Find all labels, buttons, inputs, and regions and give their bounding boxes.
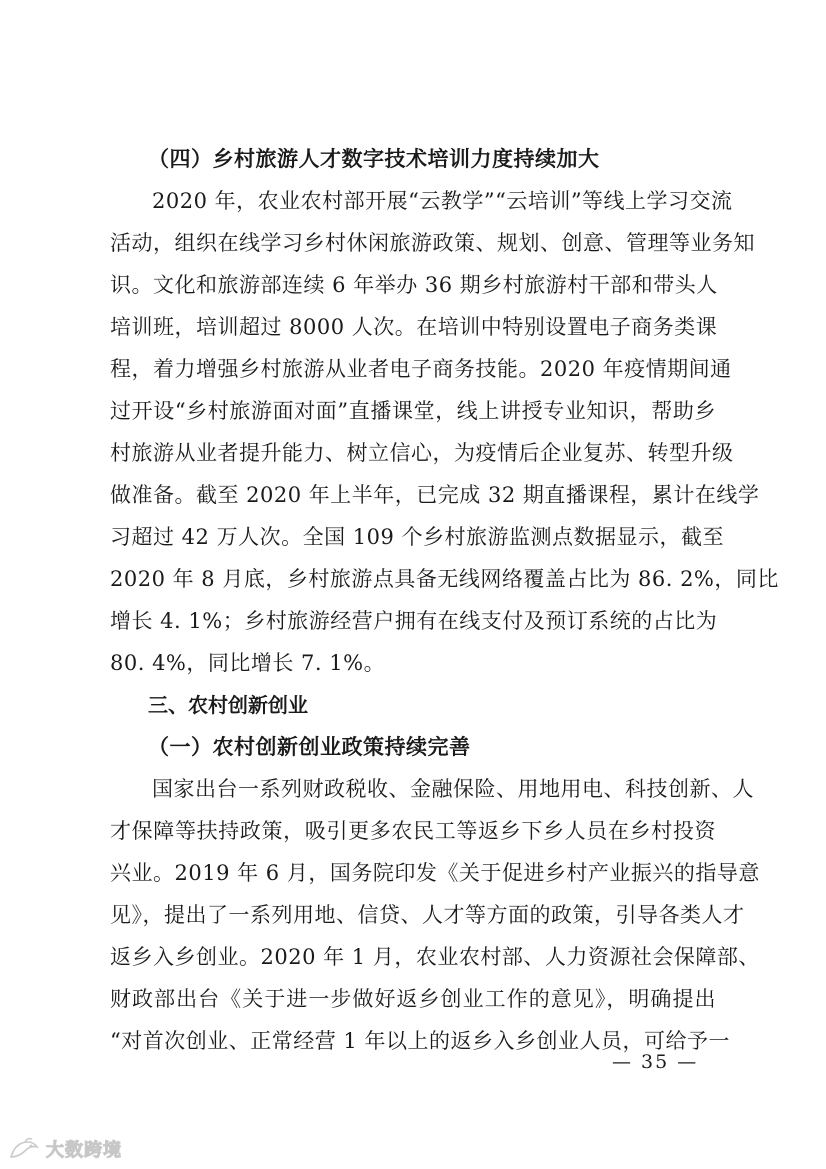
- document-page: [110, 138, 779, 1062]
- paragraph-line: “对首次创业、正常经营 1 年以上的返乡入乡创业人员，可给予一: [110, 1029, 730, 1053]
- paragraph-line: 财政部出台《关于进一步做好返乡创业工作的意见》，明确提出: [110, 987, 716, 1011]
- paragraph-line: 培训班，培训超过 8000 人次。在培训中特别设置电子商务类课: [110, 315, 718, 339]
- watermark: [8, 1136, 122, 1162]
- paragraph-line: 国家出台一系列财政税收、金融保险、用地用电、科技创新、人: [152, 777, 754, 801]
- bird-logo-icon: [8, 1137, 42, 1161]
- section-title-3: 三、农村创新创业: [148, 693, 308, 717]
- paragraph-line: 过开设“乡村旅游面对面”直播课堂，线上讲授专业知识，帮助乡: [110, 399, 716, 423]
- paragraph-line: 增长 4. 1%；乡村旅游经营户拥有在线支付及预订系统的占比为: [110, 609, 718, 633]
- paragraph-line: 80. 4%，同比增长 7. 1%。: [110, 651, 386, 675]
- paragraph-line: 2020 年 8 月底，乡村旅游点具备无线网络覆盖占比为 86. 2%，同比: [110, 567, 779, 591]
- paragraph-line: 习超过 42 万人次。全国 109 个乡村旅游监测点数据显示，截至: [110, 525, 725, 549]
- subsection-heading-4: （四）乡村旅游人才数字技术培训力度持续加大: [148, 147, 600, 171]
- subsection-heading-1: （一）农村创新创业政策持续完善: [148, 735, 471, 759]
- paragraph-line: 村旅游从业者提升能力、树立信心，为疫情后企业复苏、转型升级: [110, 441, 734, 465]
- watermark-text: 大数跨境: [46, 1140, 122, 1161]
- paragraph-line: 做准备。截至 2020 年上半年，已完成 32 期直播课程，累计在线学: [110, 483, 760, 507]
- paragraph-line: 2020 年，农业农村部开展“云教学”“云培训”等线上学习交流: [152, 189, 733, 213]
- paragraph-line: 程，着力增强乡村旅游从业者电子商务技能。2020 年疫情期间通: [110, 357, 732, 381]
- paragraph-line: 活动，组织在线学习乡村休闲旅游政策、规划、创意、管理等业务知: [110, 231, 755, 255]
- paragraph-line: 见》，提出了一系列用地、信贷、人才等方面的政策，引导各类人才: [110, 903, 745, 927]
- paragraph-line: 识。文化和旅游部连续 6 年举办 36 期乡村旅游村干部和带头人: [110, 273, 718, 297]
- paragraph-innovation-policy: [110, 768, 760, 1062]
- paragraph-rural-tourism-training: [110, 180, 779, 684]
- paragraph-line: 才保障等扶持政策，吸引更多农民工等返乡下乡人员在乡村投资: [110, 819, 716, 843]
- paragraph-line: 兴业。2019 年 6 月，国务院印发《关于促进乡村产业振兴的指导意: [110, 861, 760, 885]
- paragraph-line: 返乡入乡创业。2020 年 1 月，农业农村部、人力资源社会保障部、: [110, 945, 760, 969]
- page-number: — 35 —: [612, 1051, 699, 1073]
